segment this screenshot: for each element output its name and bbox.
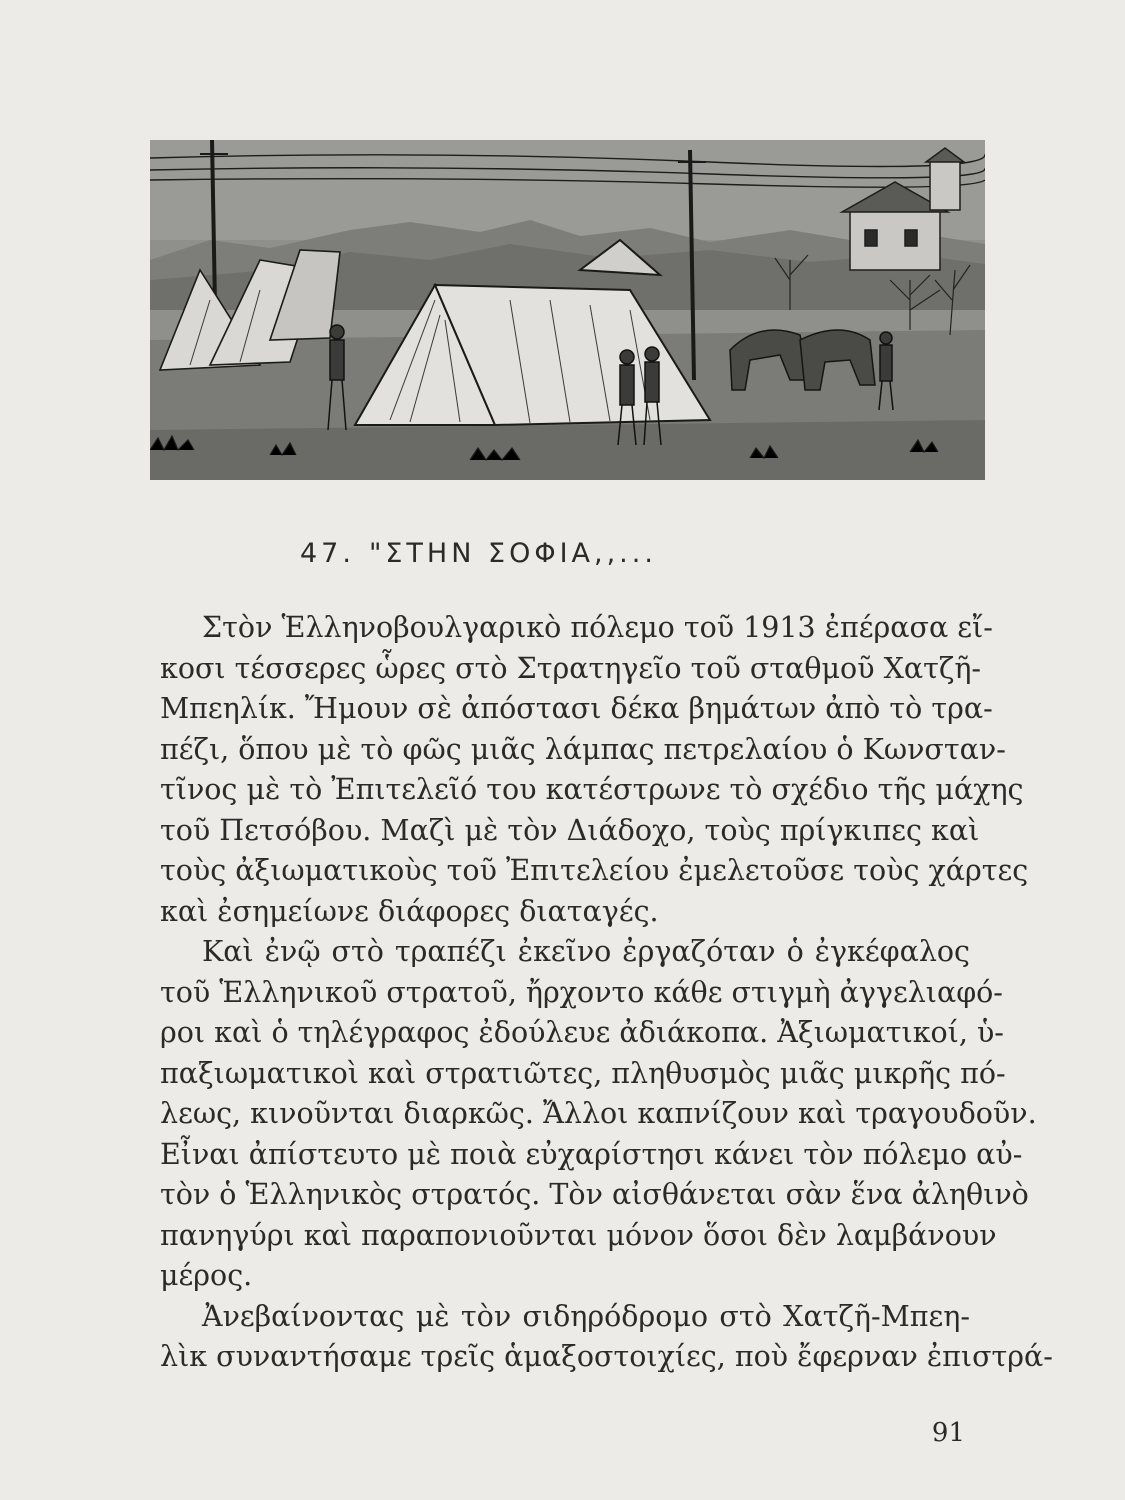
camp-sketch-svg bbox=[150, 140, 985, 480]
text-line: Εἶναι ἀπίστευτο μὲ ποιὰ εὐχαρίστησι κάνει τὸν πόλεμο αὐ- bbox=[160, 1137, 1023, 1171]
text-line: Στὸν Ἑλληνοβουλγαρικὸ πόλεμο τοῦ 1913 ἐπέρασα εἴ- bbox=[202, 611, 993, 644]
text-line: πανηγύρι καὶ παραπονιοῦνται μόνον ὅσοι δὲν λαμβάνουν bbox=[160, 1218, 997, 1252]
text-line: Μπεηλίκ. Ἤμουν σὲ ἀπόστασι δέκα βημάτων ἀπὸ τὸ τρα- bbox=[160, 692, 993, 725]
text-line: τῖνος μὲ τὸ Ἐπιτελεῖό του κατέστρωνε τὸ σχέδιο τῆς μάχης bbox=[160, 773, 1024, 806]
page-number: 91 bbox=[931, 1418, 965, 1448]
text-line: καὶ ἐσημείωνε διάφορες διαταγές. bbox=[160, 894, 659, 928]
text-line: τοὺς ἀξιωματικοὺς τοῦ Ἐπιτελείου ἐμελετοῦσε τοὺς χάρτες bbox=[160, 854, 1029, 887]
text-line: λεως, κινοῦνται διαρκῶς. Ἄλλοι καπνίζουν καὶ τραγουδοῦν. bbox=[160, 1097, 1037, 1130]
text-line: Ἀνεβαίνοντας μὲ τὸν σιδηρόδρομο στὸ Χατζῆ-Μπεη- bbox=[202, 1299, 970, 1333]
text-line: παξιωματικοὶ καὶ στρατιῶτες, πληθυσμὸς μιᾶς μικρῆς πό- bbox=[160, 1056, 1006, 1090]
body-text bbox=[160, 608, 1053, 1378]
chapter-title: "ΣΤΗΝ ΣΟΦΙΑ,,... bbox=[368, 538, 657, 569]
text-line: τὸν ὁ Ἑλληνικὸς στρατός. Τὸν αἰσθάνεται σὰν ἕνα ἀληθινὸ bbox=[160, 1178, 1029, 1211]
text-line: πέζι, ὅπου μὲ τὸ φῶς μιᾶς λάμπας πετρελαίου ὁ Κωνσταν- bbox=[160, 732, 1006, 766]
text-line: ροι καὶ ὁ τηλέγραφος ἐδούλευε ἀδιάκοπα. Ἀξιωματικοί, ὑ- bbox=[160, 1016, 1004, 1049]
camp-illustration bbox=[150, 140, 985, 480]
text-line: τοῦ Πετσόβου. Μαζὶ μὲ τὸν Διάδοχο, τοὺς πρίγκιπες καὶ bbox=[160, 813, 980, 847]
chapter-heading bbox=[300, 538, 860, 569]
chapter-number: 47. bbox=[300, 538, 355, 569]
text-line: Καὶ ἐνῷ στὸ τραπέζι ἐκεῖνο ἐργαζόταν ὁ ἐγκέφαλος bbox=[202, 935, 970, 968]
text-line: τοῦ Ἑλληνικοῦ στρατοῦ, ἤρχοντο κάθε στιγμὴ ἀγγελιαφό- bbox=[160, 975, 1003, 1009]
text-line: κοσι τέσσερες ὧρες στὸ Στρατηγεῖο τοῦ σταθμοῦ Χατζῆ- bbox=[160, 651, 982, 685]
paragraph-1 bbox=[160, 608, 1029, 932]
text-line: λὶκ συναντήσαμε τρεῖς ἁμαξοστοιχίες, ποὺ ἔφερναν ἐπιστρά- bbox=[160, 1340, 1053, 1373]
paragraph-2 bbox=[160, 932, 1037, 1297]
text-line: μέρος. bbox=[160, 1259, 253, 1292]
paragraph-3 bbox=[160, 1297, 1053, 1378]
